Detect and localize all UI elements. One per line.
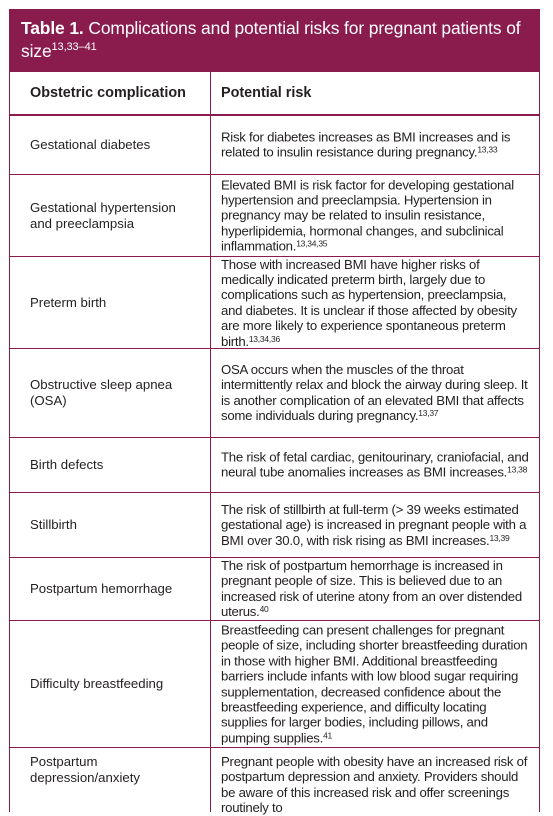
title-references: 13,33–41 [51,41,97,53]
risk-cell: Elevated BMI is risk factor for developing gestational hypertension and preeclampsia. Hypertension in pregnancy may be related to insulin resistance, hyperlipidemia, hormonal changes, and subclinical inflammation.$^{13,34,35}$ [221,176,514,254]
risk-cell: Those with increased BMI have higher risks of medically indicated preterm birth, largely due to complications such as hypertension, preeclampsia, and diabetes. It is unclear if those affected by obesity are more likely to experience spontaneous preterm birth.$^{13,34,36}$ [221,256,517,349]
risk-cell: The risk of postpartum hemorrhage is increased in pregnant people of size. This is believed due to an increased risk of uterine atony from an over distended uterus.$^{40}$ [221,558,522,620]
risk-references: 13,34,35 [296,238,328,249]
complications-table [9,72,540,816]
table-title-text: Complications and potential risks for pregnant patients of size [21,18,521,61]
risk-cell: Risk for diabetes increases as BMI increases and is related to insulin resistance during pregnancy.$^{13,33}$ [221,129,511,160]
complication-cell: Birth defects [30,457,104,472]
complication-cell: Gestational hypertension and preeclampsia [30,199,176,231]
risk-references: 13,33 [477,145,498,155]
table-row-stillbirth [10,493,539,558]
table-row-difficulty-breastfeeding [10,621,539,748]
risk-references: 13,38 [507,465,528,475]
table-row-birth-defects [10,438,539,493]
risk-cell: OSA occurs when the muscles of the throat intermittently relax and block the airway during sleep. It is another complication of an elevated BMI that affects some individuals during pregnancy.$^{13,37}$ [221,362,528,424]
complication-cell: Preterm birth [30,294,107,310]
risk-references: 13,39 [489,532,510,543]
risk-cell: Pregnant people with obesity have an increased risk of postpartum depression and anxiety. Providers should be aware of this increased risk and offer screenings routinely to [221,754,528,816]
complication-cell: Stillbirth [30,517,77,532]
complication-cell: Difficulty breastfeeding [30,676,164,691]
risk-references: 13,34,36 [248,333,280,344]
risk-cell: Breastfeeding can present challenges for pregnant people of size, including shorter breastfeeding duration in those with higher BMI. Additional breastfeeding barriers include infants with low blood sugar requiring supplementation, decreased confidence about the breastfeeding experience, and difficulty locating supplies for larger bodies, including pillows, and pumping supplies.$^{41}$ [221,622,528,746]
table-number: Table 1. [21,18,84,38]
table-row-postpartum-depression [10,748,539,816]
table-row-gestational-diabetes [10,116,539,175]
risk-cell: The risk of fetal cardiac, genitourinary, craniofacial, and neural tube anomalies increases as BMI increases.$^{13,38}$ [221,449,529,480]
risk-references: 41 [323,730,333,741]
table-title [9,9,540,72]
risk-references: 40 [259,604,269,615]
table-row-preterm-birth [10,257,539,349]
risk-cell: The risk of stillbirth at full-term (> 39 weeks estimated gestational age) is increased in pregnant people with a BMI over 30.0, with risk rising as BMI increases.$^{13,39}$ [221,501,527,548]
complication-cell: Postpartum depression/anxiety [30,754,140,785]
table-header-row [10,72,539,116]
table-row-postpartum-hemorrhage [10,558,539,621]
header-obstetric-complication: Obstetric complication [30,85,186,101]
table-row-obstructive-sleep-apnea [10,349,539,438]
complication-cell: Obstructive sleep apnea (OSA) [30,377,173,408]
risk-references: 13,37 [418,408,439,419]
complication-cell: Gestational diabetes [30,137,151,152]
table-row-gestational-hypertension [10,175,539,257]
header-potential-risk: Potential risk [221,85,312,101]
complication-cell: Postpartum hemorrhage [30,581,173,596]
